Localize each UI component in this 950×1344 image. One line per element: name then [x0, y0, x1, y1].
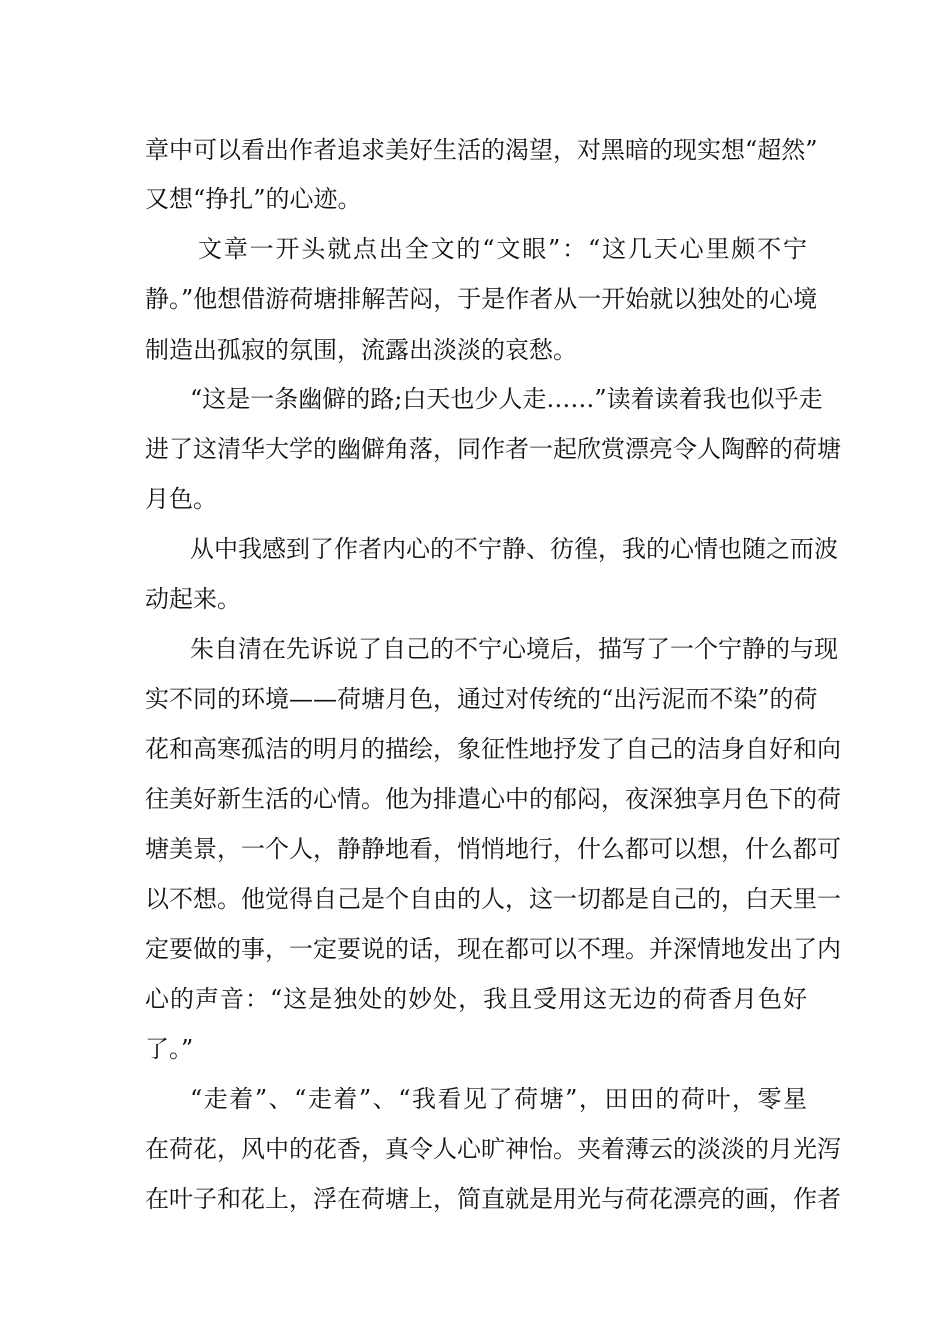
text-line: 了。”: [145, 1035, 194, 1063]
text-line: 在叶子和花上，浮在荷塘上，简直就是用光与荷花漂亮的画，作者: [145, 1185, 841, 1213]
text-line: 进了这清华大学的幽僻角落，同作者一起欣赏漂亮令人陶醉的荷塘: [145, 435, 841, 463]
paragraph-first-line: 从中我感到了作者内心的不宁静、彷徨，我的心情也随之而波: [190, 535, 838, 563]
paragraph-first-line: “这是一条幽僻的路;白天也少人走……”读着读着我也似乎走: [190, 385, 823, 413]
text-line: 以不想。他觉得自己是个自由的人，这一切都是自己的，白天里一: [145, 885, 841, 913]
paragraph-first-line: “走着”、“走着”、“我看见了荷塘”，田田的荷叶，零星: [190, 1085, 807, 1113]
text-line: 塘美景，一个人，静静地看，悄悄地行，什么都可以想，什么都可: [145, 835, 841, 863]
paragraph-first-line: 朱自清在先诉说了自己的不宁心境后，描写了一个宁静的与现: [190, 635, 838, 663]
text-line: 月色。: [145, 485, 217, 513]
text-line: 花和高寒孤洁的明月的描绘，象征性地抒发了自己的洁身自好和向: [145, 735, 841, 763]
text-line: 心的声音：“这是独处的妙处，我且受用这无边的荷香月色好: [145, 985, 807, 1013]
text-line: 静。”他想借游荷塘排解苦闷，于是作者从一开始就以独处的心境: [145, 285, 818, 313]
text-line: 定要做的事，一定要说的话，现在都可以不理。并深情地发出了内: [145, 935, 841, 963]
text-line: 往美好新生活的心情。他为排遣心中的郁闷，夜深独享月色下的荷: [145, 785, 841, 813]
text-line: 又想“挣扎”的心迹。: [145, 185, 362, 213]
text-line: 动起来。: [145, 585, 241, 613]
text-line: 章中可以看出作者追求美好生活的渴望，对黑暗的现实想“超然”: [145, 136, 818, 164]
text-line: 实不同的环境——荷塘月色，通过对传统的“出污泥而不染”的荷: [145, 685, 818, 713]
text-line: 在荷花，风中的花香，真令人心旷神怡。夹着薄云的淡淡的月光泻: [145, 1135, 841, 1163]
text-line: 制造出孤寂的氛围，流露出淡淡的哀愁。: [145, 336, 577, 364]
paragraph-first-line: 文章一开头就点出全文的“文眼”：“这几天心里颇不宁: [198, 235, 807, 263]
